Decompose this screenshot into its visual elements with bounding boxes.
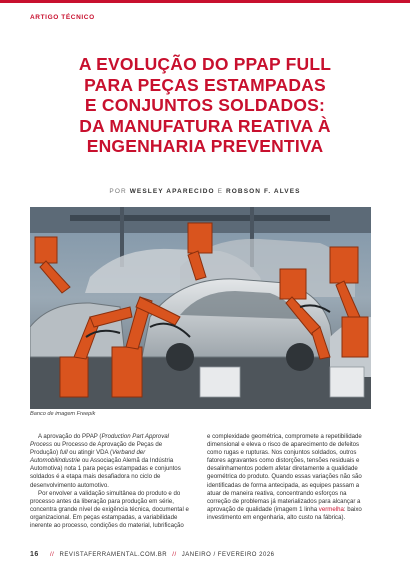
text-run-red: vermelha: [318, 505, 344, 513]
page-number: 16: [30, 551, 39, 558]
body-column-1: [30, 433, 190, 530]
text-run-italic: Verband der Automobilindustrie: [30, 449, 146, 465]
footer-separator: //: [49, 552, 55, 558]
author-name: ROBSON F. ALVES: [225, 188, 301, 195]
footer-issue: JANEIRO / FEVEREIRO 2026: [181, 552, 275, 558]
paragraph: [30, 433, 190, 490]
text-run: A aprovação do PPAP (: [38, 433, 102, 440]
text-run: e complexidade geométrica, compromete a repetibilidade dimensional e eleva o risco de aparecimento de defeitos como rugas e rupturas. Nos conjuntos soldados, outros fatores agravantes como distorções, tensões residuais e desalinhamentos podem afetar diretamente a qualidade geométrica do produto. Quando essas variações não são identificadas de forma antecipada, as equipes passam a atuar de maneira reativa, concentrando esforços na correção de problemas já materializados para alcançar a aprovação de qualidade (imagem 1 linha: [207, 433, 362, 513]
title-line: PARA PEÇAS ESTAMPADAS: [84, 74, 326, 95]
factory-robots-photo: [30, 207, 371, 409]
author-name: WESLEY APARECIDO: [129, 188, 215, 195]
footer-site: REVISTAFERRAMENTAL.COM.BR: [59, 552, 168, 558]
top-accent-bar: [0, 0, 410, 3]
text-run: ou Associação Alemã da Indústria Automotiva) nota 1 para peças estampadas e conjuntos soldados é a etapa mais desafiadora no ciclo de desenvolvimento automotivo.: [30, 457, 181, 489]
text-run-italic: Production Part Approval Process: [30, 433, 169, 449]
title-line: DA MANUFATURA REATIVA À: [79, 115, 331, 136]
title-line: A EVOLUÇÃO DO PPAP FULL: [78, 54, 332, 74]
byline: [0, 188, 410, 195]
title-line: ENGENHARIA PREVENTIVA: [86, 136, 324, 156]
photo-caption: Banco de imagem Freepik: [30, 411, 96, 417]
byline-conjunction: E: [217, 188, 224, 195]
section-tag: ARTIGO TÉCNICO: [30, 14, 95, 21]
title-line: E CONJUNTOS SOLDADOS:: [84, 95, 326, 115]
text-run: ou atingir VDA (: [67, 449, 112, 457]
paragraph: Por envolver a validação simultânea do produto e do processo antes da liberação para produção em série, concentra grande nível de exigência técnica, documental e organizacional. Em peças estampadas, a variabilidade inerente ao processo, condições do material, lubrificação: [30, 489, 189, 530]
paragraph: [207, 433, 367, 522]
body-column-2: [207, 433, 367, 522]
article-title: [20, 54, 390, 157]
text-run: ou Processo de Aprovação de Peças de Produção): [30, 441, 163, 457]
byline-prefix: POR: [109, 188, 127, 195]
footer-separator: //: [172, 552, 177, 558]
page-footer: [30, 551, 275, 558]
text-run: : baixo investimento em engenharia, alto custo na fábrica).: [207, 505, 362, 521]
text-run-italic: full: [59, 449, 68, 457]
